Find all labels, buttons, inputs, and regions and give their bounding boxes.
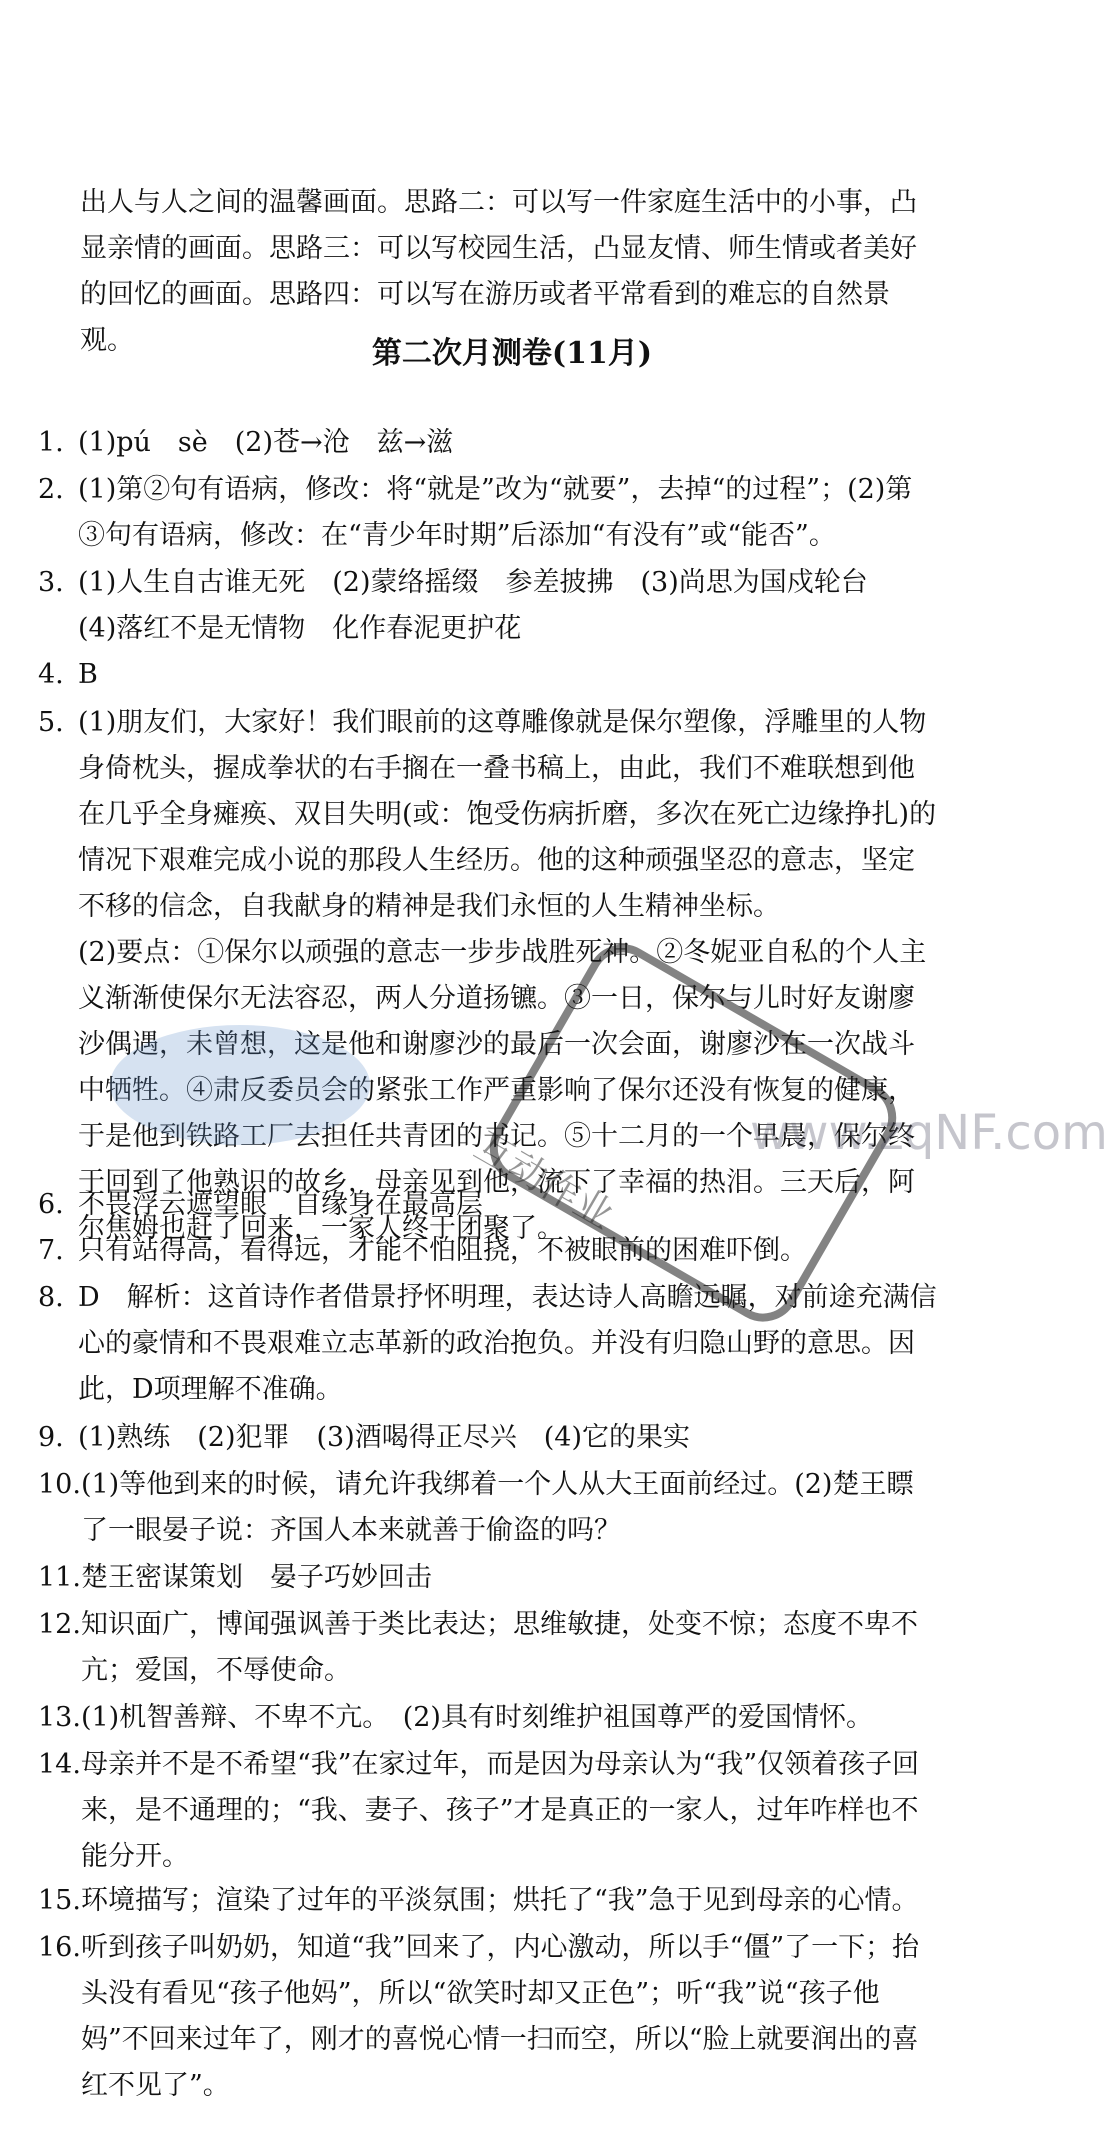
answer-text: (2)要点：①保尔以顽强的意志一步步战胜死神。②冬妮亚自私的个人主义渐渐使保尔无法容忍，两人分道扬镳。③一日，保尔与儿时好友谢廖沙偶遇，未曾想，这是他和谢廖沙的最后一次会面，谢廖沙在一次战斗中牺牲。④肃反委员会的紧张工作严重影响了保尔还没有恢复的健康，于是他到铁路工厂去担任共青团的书记。⑤十二月的一个早晨，保尔终于回到了他熟识的故乡，母亲见到他，流下了幸福的热泪。三天后，阿尔焦姆也赶了回来，一家人终于团聚了。 bbox=[78, 937, 927, 1244]
answer-item bbox=[38, 1602, 938, 1694]
answer-text: 楚王密谋策划 晏子巧妙回击 bbox=[80, 1562, 432, 1593]
answer-number: 13. bbox=[38, 1702, 81, 1733]
answer-item bbox=[38, 1695, 938, 1741]
answer-body bbox=[78, 1275, 938, 1413]
answer-number: 12. bbox=[38, 1609, 81, 1640]
answer-number: 1. bbox=[38, 427, 64, 458]
answer-item bbox=[38, 1275, 938, 1413]
answer-number: 2. bbox=[38, 474, 64, 505]
answer-text: 听到孩子叫奶奶，知道“我”回来了，内心激动，所以手“僵”了一下；抬头没有看见“孩子他妈”，所以“欲笑时却又正色”；听“我”说“孩子他妈”不回来过年了，刚才的喜悦心情一扫而空，所以“脸上就要润出的喜红不见了”。 bbox=[80, 1932, 920, 2101]
answer-number: 9. bbox=[38, 1422, 64, 1453]
answer-text: 不畏浮云遮望眼 自缘身在最高层 bbox=[78, 1189, 483, 1220]
answer-number: 8. bbox=[38, 1282, 64, 1313]
answer-number: 15. bbox=[38, 1885, 81, 1916]
answer-text: (1)人生自古谁无死 (2)蒙络摇缀 参差披拂 (3)尚思为国戍轮台 bbox=[78, 567, 868, 598]
answer-text: D 解析：这首诗作者借景抒怀明理，表达诗人高瞻远瞩，对前途充满信心的豪情和不畏艰难立志革新的政治抱负。并没有归隐山野的意思。因此，D项理解不准确。 bbox=[78, 1282, 937, 1405]
answer-text: (1)等他到来的时候，请允许我绑着一个人从大王面前经过。(2)楚王瞟了一眼晏子说：齐国人本来就善于偷盗的吗？ bbox=[80, 1469, 914, 1546]
answer-text: 知识面广，博闻强讽善于类比表达；思维敏捷，处变不惊；态度不卑不亢；爱国，不辱使命。 bbox=[80, 1609, 918, 1686]
watermark-url: www.zqNF.com bbox=[750, 1105, 1108, 1161]
continuation-paragraph: 出人与人之间的温馨画面。思路二：可以写一件家庭生活中的小事，凸显亲情的画面。思路三：可以写校园生活，凸显友情、师生情或者美好的回忆的画面。思路四：可以写在游历或者平常看到的难忘的自然景观。 bbox=[80, 187, 917, 356]
answer-number: 10. bbox=[38, 1469, 81, 1500]
answer-body bbox=[78, 652, 938, 698]
answer-body bbox=[81, 1695, 938, 1741]
answer-body bbox=[81, 1878, 938, 1924]
answer-body bbox=[78, 1228, 938, 1274]
watermark-stamp-text: 互动作业 bbox=[467, 1123, 622, 1238]
answer-item bbox=[38, 700, 938, 1252]
answer-number: 4. bbox=[38, 659, 64, 690]
answer-body bbox=[81, 1925, 938, 2109]
answer-text: 只有站得高，看得远，才能不怕阻挠，不被眼前的困难吓倒。 bbox=[78, 1235, 807, 1266]
answer-body bbox=[78, 1415, 938, 1461]
answer-body bbox=[78, 467, 938, 559]
answer-text: B bbox=[78, 659, 98, 690]
answer-item bbox=[38, 1228, 938, 1274]
answer-item bbox=[38, 420, 938, 466]
answer-body bbox=[81, 1555, 938, 1601]
answer-body bbox=[78, 560, 938, 652]
answer-item bbox=[38, 1742, 938, 1880]
answer-item bbox=[38, 1462, 938, 1554]
answer-text: (1)朋友们，大家好！我们眼前的这尊雕像就是保尔塑像，浮雕里的人物身倚枕头，握成拳状的右手搁在一叠书稿上，由此，我们不难联想到他在几乎全身瘫痪、双目失明(或：饱受伤病折磨，多次在死亡边缘挣扎)的情况下艰难完成小说的那段人生经历。他的这种顽强坚忍的意志，坚定不移的信念，自我献身的精神是我们永恒的人生精神坐标。 bbox=[78, 707, 937, 922]
answer-number: 11. bbox=[38, 1562, 81, 1593]
answer-item bbox=[38, 1415, 938, 1461]
answer-item bbox=[38, 1925, 938, 2109]
answer-text: (4)落红不是无情物 化作春泥更护花 bbox=[78, 613, 522, 644]
answer-number: 7. bbox=[38, 1235, 64, 1266]
answer-item bbox=[38, 1555, 938, 1601]
answer-body bbox=[78, 700, 938, 1252]
answer-item bbox=[38, 560, 938, 652]
section-title: 第二次月测卷(11月) bbox=[371, 336, 653, 371]
answer-text: (1)pú sè (2)苍→沧 兹→滋 bbox=[78, 427, 454, 458]
answer-body bbox=[81, 1742, 938, 1880]
answer-body bbox=[78, 1182, 938, 1228]
answer-text: (1)机智善辩、不卑不亢。 (2)具有时刻维护祖国尊严的爱国情怀。 bbox=[80, 1702, 873, 1733]
answer-text: (1)第②句有语病，修改：将“就是”改为“就要”，去掉“的过程”；(2)第③句有语病，修改：在“青少年时期”后添加“有没有”或“能否”。 bbox=[78, 474, 913, 551]
answer-text: (1)熟练 (2)犯罪 (3)酒喝得正尽兴 (4)它的果实 bbox=[78, 1422, 690, 1453]
answer-number: 5. bbox=[38, 707, 64, 738]
answer-number: 16. bbox=[38, 1932, 81, 1963]
answer-text: 母亲并不是不希望“我”在家过年，而是因为母亲认为“我”仅领着孩子回来，是不通理的；“我、妻子、孩子”才是真正的一家人，过年咋样也不能分开。 bbox=[80, 1749, 920, 1872]
answer-item bbox=[38, 467, 938, 559]
answer-item bbox=[38, 1878, 938, 1924]
answer-number: 14. bbox=[38, 1749, 81, 1780]
answer-item bbox=[38, 652, 938, 698]
answer-item bbox=[38, 1182, 938, 1228]
answer-body bbox=[81, 1602, 938, 1694]
answer-number: 3. bbox=[38, 567, 64, 598]
answer-text: 环境描写；渲染了过年的平淡氛围；烘托了“我”急于见到母亲的心情。 bbox=[80, 1885, 919, 1916]
answer-number: 6. bbox=[38, 1189, 64, 1220]
answer-body bbox=[78, 420, 938, 466]
answer-body bbox=[81, 1462, 938, 1554]
